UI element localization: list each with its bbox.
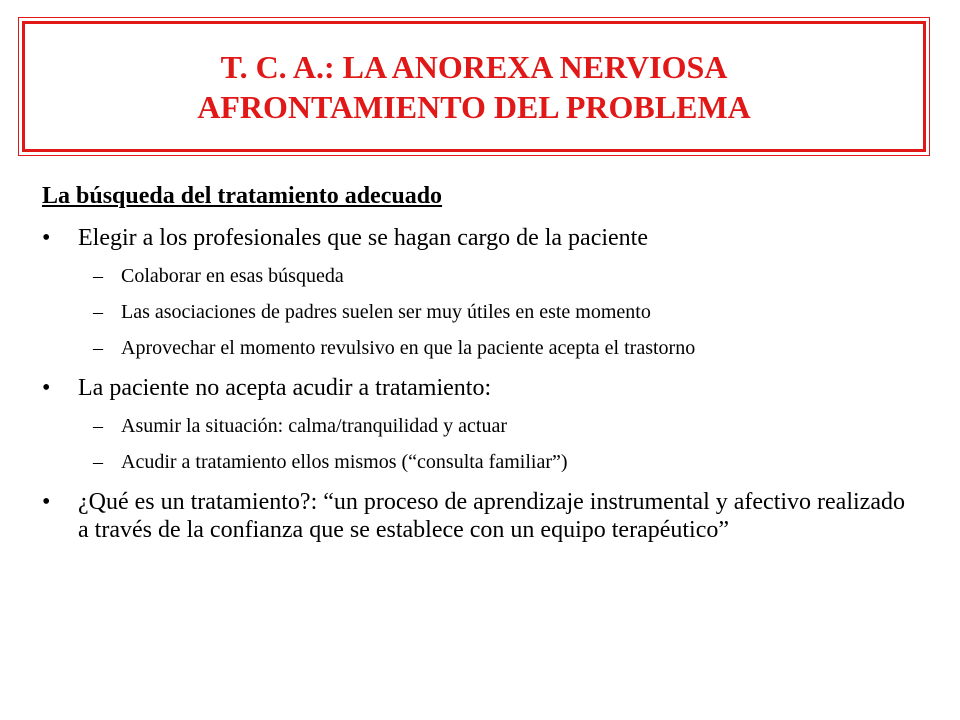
slide-title-line-2: AFRONTAMIENTO DEL PROBLEMA (197, 88, 751, 125)
section-heading: La búsqueda del tratamiento adecuado (42, 183, 443, 209)
slide-title-line-1: T. C. A.: LA ANOREXA NERVIOSA (220, 48, 728, 85)
bullet-marker: • (42, 489, 51, 515)
slide-content (42, 178, 922, 544)
sub-bullet-item (42, 264, 922, 288)
sub-bullet-item (42, 450, 922, 474)
sub-bullet-item (42, 336, 911, 360)
sub-bullet-item (42, 414, 922, 438)
bullet-text: ¿Qué es un tratamiento?: “un proceso de aprendizaje instrumental y afectivo realizado a través de la confianza que se establece con un equipo terapéutico” (78, 489, 905, 543)
dash-marker: – (93, 415, 103, 437)
title-box (22, 21, 926, 152)
sub-bullet-text: Asumir la situación: calma/tranquilidad y actuar (121, 415, 507, 437)
sub-bullet-text: Las asociaciones de padres suelen ser muy útiles en este momento (121, 301, 651, 323)
bullet-marker: • (42, 375, 51, 401)
dash-marker: – (93, 265, 103, 287)
bullet-text: La paciente no acepta acudir a tratamiento: (78, 375, 492, 401)
dash-marker: – (93, 337, 103, 359)
sub-bullet-text: Aprovechar el momento revulsivo en que la paciente acepta el trastorno (121, 337, 696, 359)
sub-bullet-item (42, 300, 922, 324)
sub-bullet-text: Acudir a tratamiento ellos mismos (“consulta familiar”) (121, 451, 568, 473)
dash-marker: – (93, 451, 103, 473)
bullet-item-1 (42, 224, 922, 252)
bullet-text: Elegir a los profesionales que se hagan cargo de la paciente (78, 225, 648, 251)
bullet-item-3 (42, 488, 918, 544)
bullet-item-2 (42, 374, 922, 402)
dash-marker: – (93, 301, 103, 323)
sub-bullet-text: Colaborar en esas búsqueda (121, 265, 344, 287)
bullet-marker: • (42, 225, 51, 251)
